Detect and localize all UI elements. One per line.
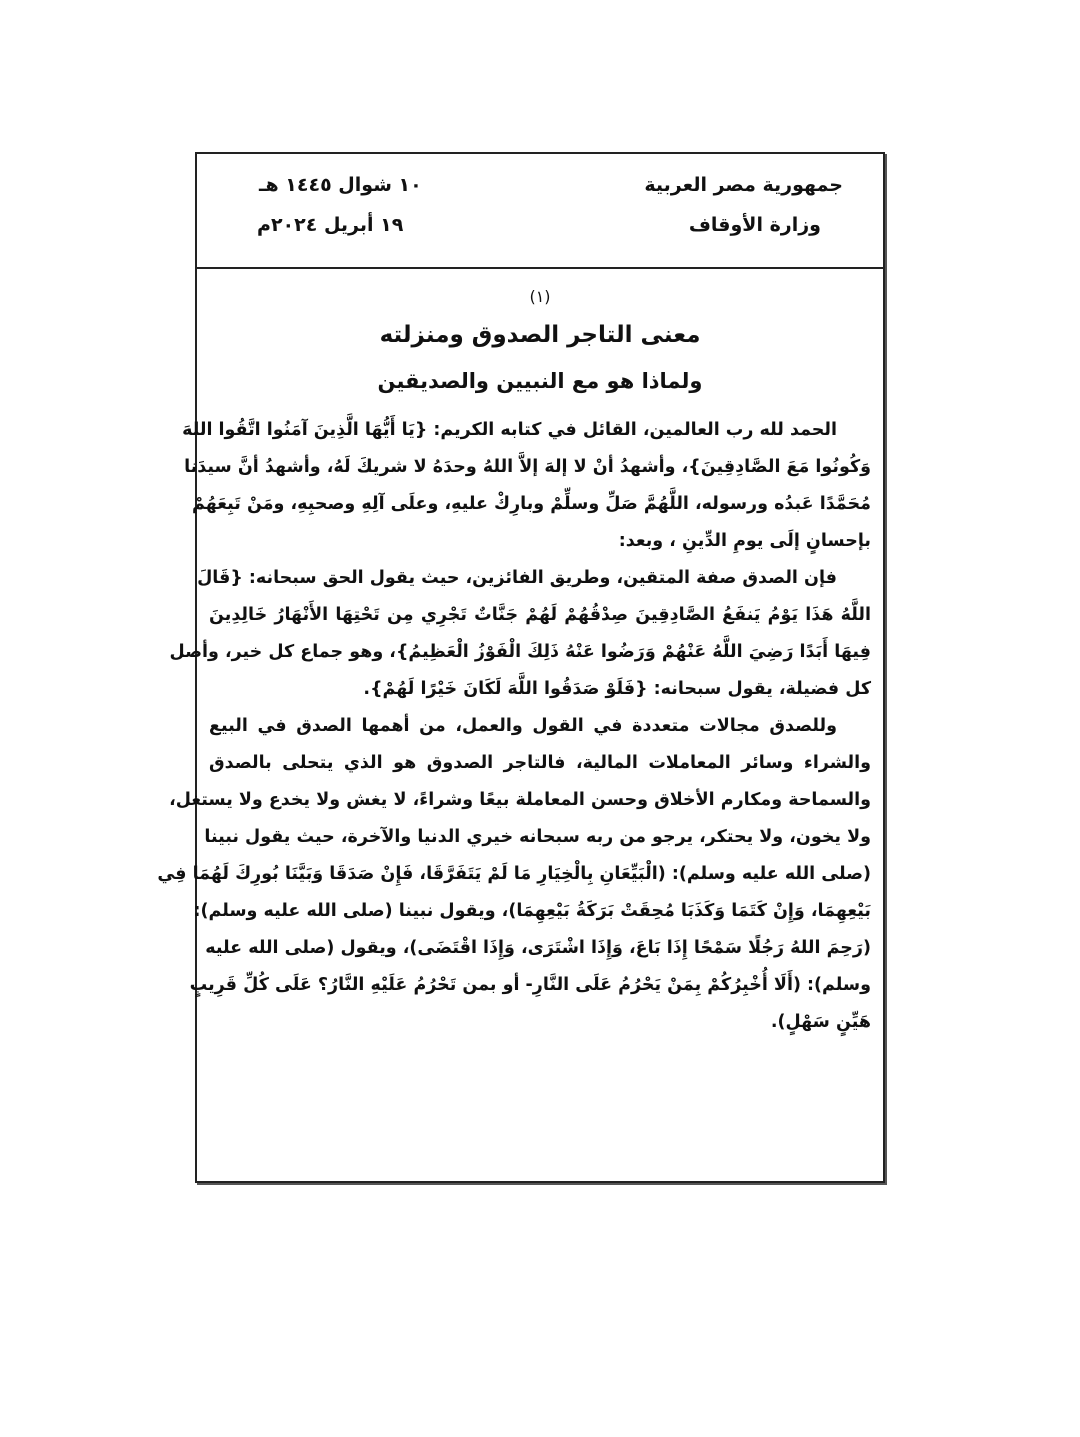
text-line: الحمد لله رب العالمين، القائل في كتابه الكريم: {يَا أَيُّهَا الَّذِينَ آمَنُوا اتَّقُوا اللهَ: [182, 420, 837, 440]
text-line: فإن الصدق صفة المتقين، وطريق الفائزين، حيث يقول الحق سبحانه: {قَالَ: [197, 568, 837, 588]
ministry-name: وزارة الأوقاف: [688, 214, 821, 236]
text-line: فِيهَا أَبَدًا رَضِيَ اللَّهُ عَنْهُمْ وَرَضُوا عَنْهُ ذَلِكَ الْفَوْزُ الْعَظِيمُ}، وهو جماع كل خير، وأصل: [169, 642, 871, 662]
sermon-number: (١): [529, 287, 551, 306]
text-line: وَكُونُوا مَعَ الصَّادِقِينَ}، وأشهدُ أنْ لا إلهَ إلاَّ اللهُ وحدَهُ لا شريكَ لَهُ، وأشهدُ أنَّ سيدَنا: [184, 457, 871, 477]
text-line: بَيْعِهِمَا، وَإِنْ كَتَمَا وَكَذَبَا مُحِقَتْ بَرَكَةُ بَيْعِهِمَا)، ويقول نبينا (صلى الله عليه وسلم):: [193, 901, 871, 921]
gregorian-date: ١٩ أبريل ٢٠٢٤م: [257, 214, 404, 236]
body-text: [157, 412, 871, 1041]
document-frame: [157, 152, 885, 1183]
text-line: والسماحة ومكارم الأخلاق وحسن المعاملة بيعًا وشراءً، لا يغش ولا يخدع ولا يستغل،: [169, 790, 871, 810]
title-main: معنى التاجر الصدوق ومنزلته: [379, 322, 701, 348]
text-line: ولا يخون، ولا يحتكر، يرجو من ربه سبحانه خيري الدنيا والآخرة، حيث يقول نبينا: [204, 827, 871, 847]
text-line: هَيِّنٍ سَهْلٍ).: [770, 1012, 871, 1032]
country-name: جمهورية مصر العربية: [644, 174, 843, 196]
document-header: [197, 154, 883, 269]
hijri-date: ١٠ شوال ١٤٤٥ هـ: [259, 174, 422, 196]
text-line: مُحَمَّدًا عَبدُه ورسوله، اللَّهُمَّ صَلِّ وسلِّمْ وبارِكْ عليهِ، وعلَى آلِهِ وصحبِهِ، ومَنْ تَبِعَهُمْ: [191, 494, 871, 514]
text-line: وسلم): (أَلَا أُخْبِرُكُمْ بِمَنْ يَحْرُمُ عَلَى النَّارِ- أو بمن تَحْرُمُ عَلَيْهِ النَّارُ؟ عَلَى كُلِّ قَرِيبٍ: [189, 975, 871, 995]
text-line: كل فضيلة، يقول سبحانه: {فَلَوْ صَدَقُوا اللَّهَ لَكَانَ خَيْرًا لَهُمْ}.: [363, 679, 871, 699]
text-line: بإحسانٍ إلَى يومِ الدِّينِ ، وبعد:: [618, 531, 871, 551]
text-line: اللَّهُ هَذَا يَوْمُ يَنفَعُ الصَّادِقِينَ صِدْقُهُمْ لَهُمْ جَنَّاتٌ تَجْرِي مِن تَحْتِهَا الأَنْهَارُ خَالِدِينَ: [209, 605, 871, 625]
text-line: وللصدق مجالات متعددة في القول والعمل، من أهمها الصدق في البيع: [209, 716, 837, 736]
text-line: (رَحِمَ اللهُ رَجُلًا سَمْحًا إِذَا بَاعَ، وَإِذَا اشْتَرَى، وَإِذَا اقْتَضَى)، ويقول (صلى الله عليه: [205, 938, 871, 958]
text-line: والشراء وسائر المعاملات المالية، فالتاجر الصدوق هو الذي يتحلى بالصدق: [209, 753, 871, 773]
text-line: (صلى الله عليه وسلم): (الْبَيِّعَانِ بِالْخِيَارِ مَا لَمْ يَتَفَرَّقَا، فَإِنْ صَدَقَا وَبَيَّنَا بُورِكَ لَهُمَا فِي: [157, 864, 871, 884]
title-sub: ولماذا هو مع النبيين والصديقين: [377, 369, 703, 393]
